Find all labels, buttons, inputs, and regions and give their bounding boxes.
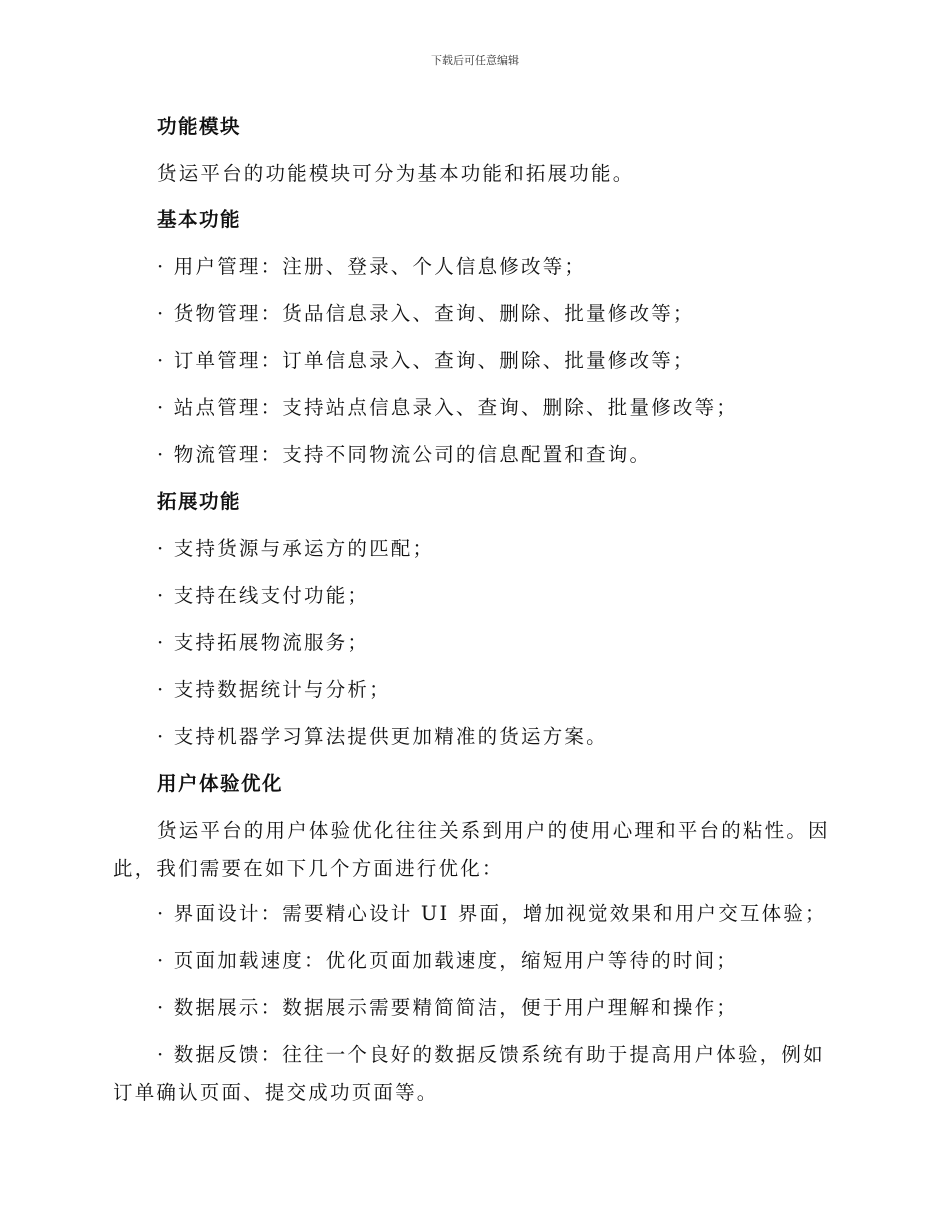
list-item-logistics-management: · 物流管理：支持不同物流公司的信息配置和查询。 (157, 443, 652, 466)
list-item-online-payment: · 支持在线支付功能； (157, 584, 370, 607)
list-item-data-display: · 数据展示：数据展示需要精简简洁，便于用户理解和操作； (157, 996, 738, 1019)
page-header: 下载后可任意编辑 (431, 54, 519, 67)
paragraph-ux-intro-line1: 货运平台的用户体验优化往往关系到用户的使用心理和平台的粘性。因 (157, 819, 830, 842)
list-item-goods-management: · 货物管理：货品信息录入、查询、删除、批量修改等； (157, 302, 695, 325)
list-item-supply-matching: · 支持货源与承运方的匹配； (157, 537, 435, 560)
section-title-ux-optimization: 用户体验优化 (157, 772, 284, 795)
section-title-basic-functions: 基本功能 (157, 208, 242, 231)
list-item-order-management: · 订单管理：订单信息录入、查询、删除、批量修改等； (157, 349, 695, 372)
list-item-site-management: · 站点管理：支持站点信息录入、查询、删除、批量修改等； (157, 396, 738, 419)
list-item-interface-design: · 界面设计：需要精心设计 UI 界面，增加视觉效果和用户交互体验； (157, 902, 827, 925)
paragraph-functional-modules-intro: 货运平台的功能模块可分为基本功能和拓展功能。 (157, 162, 635, 185)
list-item-data-feedback-line2: 订单确认页面、提交成功页面等。 (113, 1081, 439, 1104)
list-item-page-load-speed: · 页面加载速度：优化页面加载速度，缩短用户等待的时间； (157, 949, 738, 972)
list-item-machine-learning: · 支持机器学习算法提供更加精准的货运方案。 (157, 725, 608, 748)
section-title-functional-modules: 功能模块 (157, 115, 242, 138)
list-item-user-management: · 用户管理：注册、登录、个人信息修改等； (157, 255, 587, 278)
paragraph-ux-intro-line2: 此，我们需要在如下几个方面进行优化： (113, 857, 504, 880)
list-item-logistics-services: · 支持拓展物流服务； (157, 631, 370, 654)
list-item-data-feedback-line1: · 数据反馈：往往一个良好的数据反馈系统有助于提高用户体验，例如 (157, 1043, 825, 1066)
list-item-data-statistics: · 支持数据统计与分析； (157, 678, 391, 701)
section-title-extended-functions: 拓展功能 (157, 490, 242, 513)
